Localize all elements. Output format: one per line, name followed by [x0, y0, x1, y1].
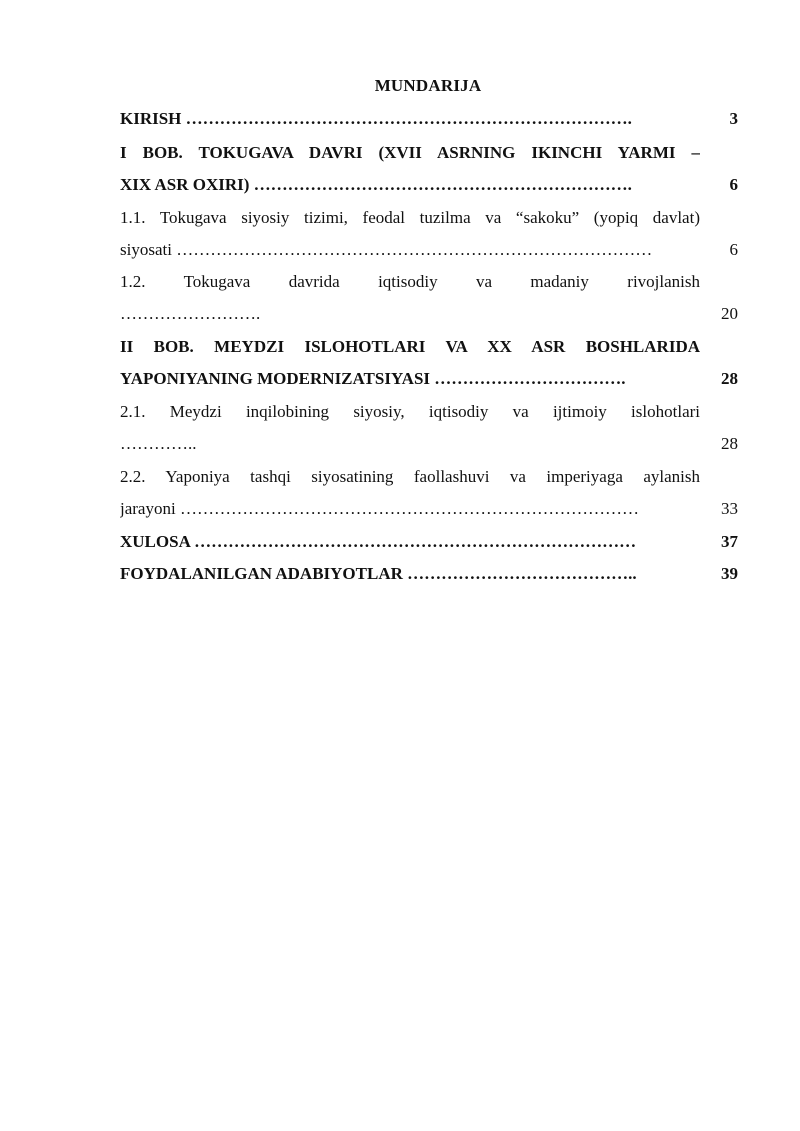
toc-entry-label-line1: 1.1. Tokugava siyosiy tizimi, feodal tuzilma va “sakoku” (yopiq davlat) — [120, 208, 700, 227]
toc-entry-label-line1: I BOB. TOKUGAVA DAVRI (XVII ASRNING IKINCHI YARMI – — [120, 143, 700, 162]
toc-page-number: 20 — [721, 304, 738, 323]
toc-page-number: 28 — [721, 369, 738, 388]
toc-entry-label-line2: ……………………. — [120, 304, 261, 323]
toc-entry-label-line2: jarayoni ……………………………………………………………………… — [120, 499, 639, 518]
toc-entry-label-line2: YAPONIYANING MODERNIZATSIYASI ……………………………. — [120, 369, 626, 388]
toc-page-number: 28 — [721, 434, 738, 453]
toc-entry-label: XULOSA …………………………………………………………………… — [120, 532, 637, 551]
toc-entry-label-line2: siyosati ………………………………………………………………………… — [120, 240, 653, 259]
toc-entry-label-line1: II BOB. MEYDZI ISLOHOTLARI VA XX ASR BOSHLARIDA — [120, 337, 700, 356]
page-title: MUNDARIJA — [374, 76, 482, 95]
toc-entry-label-line2: XIX ASR OXIRI) …………………………………………………………. — [120, 175, 632, 194]
toc-page-number: 39 — [721, 564, 738, 583]
toc-entry-label-line1: 2.1. Meydzi inqilobining siyosiy, iqtisodiy va ijtimoiy islohotlari — [120, 402, 700, 421]
toc-page-number: 6 — [729, 175, 738, 194]
toc-entry-label: KIRISH ……………………………………………………………………. — [120, 109, 632, 128]
toc-page-number: 3 — [729, 109, 738, 128]
toc-page-number: 37 — [721, 532, 738, 551]
toc-page-number: 6 — [729, 240, 738, 259]
toc-entry-label-line1: 1.2. Tokugava davrida iqtisodiy va madaniy rivojlanish — [120, 272, 700, 291]
toc-page-number: 33 — [721, 499, 738, 518]
toc-entry-label-line1: 2.2. Yaponiya tashqi siyosatining faollashuvi va imperiyaga aylanish — [120, 467, 700, 486]
toc-entry-label: FOYDALANILGAN ADABIYOTLAR ………………………………….. — [120, 564, 637, 583]
toc-entry-label-line2: ………….. — [120, 434, 197, 453]
